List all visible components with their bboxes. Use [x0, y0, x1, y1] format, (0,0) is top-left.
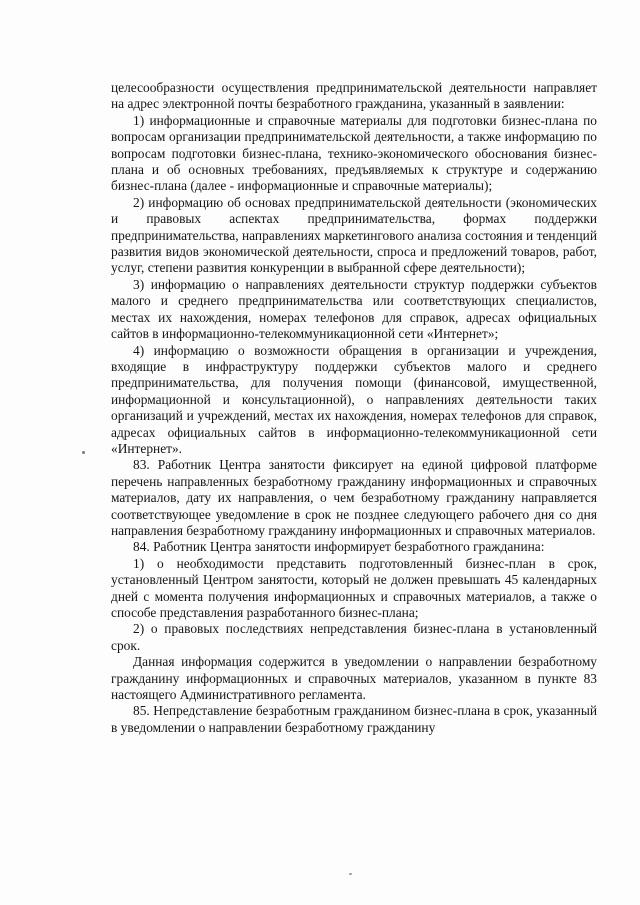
paragraph-item-1: 1) информационные и справочные материалы для подготовки бизнес-плана по вопросам организации предпринимательской деятельности, а также информацию по вопросам подготовки бизнес-плана, технико-экономического обоснования бизнес-плана и об основных требованиях, предъявляемых к структуре и содержанию бизнес-плана (далее - информационные и справочные материалы);: [111, 112, 597, 194]
paragraph-item-4: 4) информацию о возможности обращения в организации и учреждения, входящие в инфраструктуру поддержки субъектов малого и среднего предпринимательства, для получения помощи (финансовой, имущественной, информационной и консультационной), о направлениях деятельности таких организаций и учреждений, местах их нахождения, номерах телефонов для справок, адресах официальных сайтов в информационно-телекоммуникационной сети «Интернет».: [111, 342, 597, 456]
paragraph-clause-84-item-2: 2) о правовых последствиях непредставления бизнес-плана в установленный срок.: [111, 621, 597, 653]
paragraph-clause-84: 84. Работник Центра занятости информирует безработного гражданина:: [133, 539, 545, 555]
paragraph-item-2: 2) информацию об основах предпринимательской деятельности (экономических и правовых аспектах предпринимательства, формах поддержки предпринимательства, направлениях маркетингового анализа состояния и тенденций развития видов экономической деятельности, спроса и предложений товаров, работ, услуг, степени развития конкуренции в выбранной сфере деятельности);: [111, 194, 597, 276]
paragraph-clause-85: 85. Непредставление безработным гражданином бизнес-плана в срок, указанный в уведомлении о направлении безработному гражданину: [111, 703, 597, 735]
paragraph-clause-84-item-1: 1) о необходимости представить подготовленный бизнес-план в срок, установленный Центром занятости, который не должен превышать 45 календарных дней с момента получения информационных и справочных материалов, а также о способе представления разработанного бизнес-плана;: [111, 555, 597, 620]
paragraph-continuation: целесообразности осуществления предпринимательской деятельности направляет на адрес электронной почты безработного гражданина, указанный в заявлении:: [111, 80, 597, 112]
paragraph-clause-83: 83. Работник Центра занятости фиксирует на единой цифровой платформе перечень направленных безработному гражданину информационных и справочных материалов, дату их направления, о чем безработному гражданину направляется соответствующее уведомление в срок не позднее следующего рабочего дня со дня направления безработному гражданину информационных и справочных материалов.: [111, 457, 597, 538]
document-body: [111, 80, 597, 736]
scan-speck: [82, 451, 85, 454]
paragraph-item-3: 3) информацию о направлениях деятельности структур поддержки субъектов малого и среднего предпринимательства или соответствующих специалистов, местах их нахождения, номерах телефонов для справок, адресах официальных сайтов в информационно-телекоммуникационной сети «Интернет»;: [111, 276, 597, 342]
paragraph-notice-info: Данная информация содержится в уведомлении о направлении безработному гражданину информационных и справочных материалов, указанном в пункте 83 настоящего Административного регламента.: [111, 654, 597, 703]
scan-speck: [349, 873, 352, 875]
